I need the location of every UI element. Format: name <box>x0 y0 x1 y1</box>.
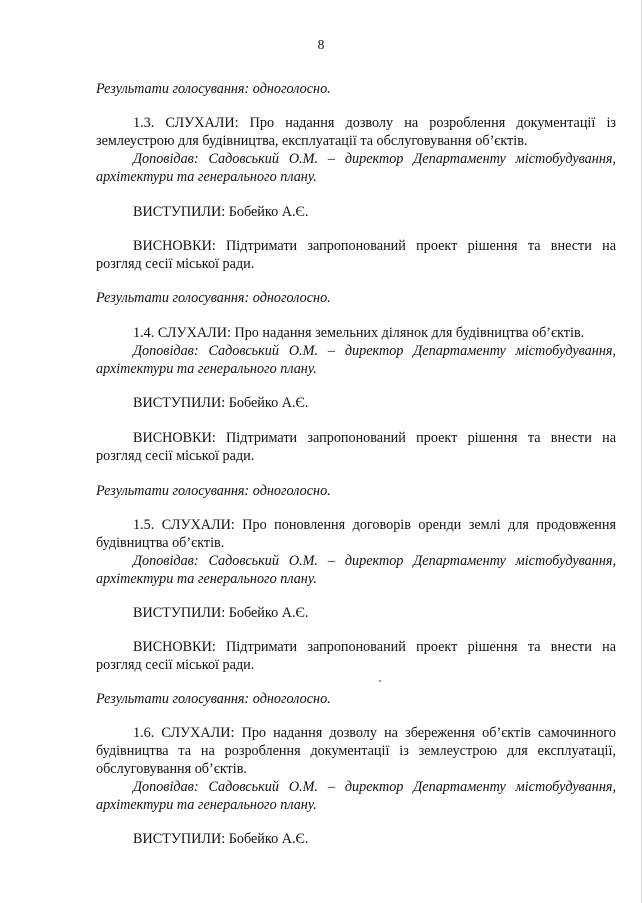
speaker-line: архітектури та генерального плану. <box>96 169 317 185</box>
voting-result-value: одноголосно. <box>252 483 331 499</box>
heard-line: землеустрою для будівництва, експлуатації та обслуговування об’єктів. <box>96 133 528 149</box>
voting-result <box>96 690 616 708</box>
voting-result-value: одноголосно. <box>252 290 331 306</box>
conclusion-line: ВИСНОВКИ: Підтримати запропонований проект рішення та внести на <box>133 238 616 254</box>
conclusion-line: розгляд сесії міської ради. <box>96 448 255 464</box>
voting-result-label: Результати голосування: <box>96 691 250 707</box>
speaker-line: Доповідав: Садовський О.М. – директор Департаменту містобудування, <box>133 779 616 795</box>
voting-result-value: одноголосно. <box>252 691 331 707</box>
heard-line: 1.6. СЛУХАЛИ: Про надання дозволу на збереження об’єктів самочинного <box>133 725 616 741</box>
voting-result <box>96 289 616 307</box>
speaker-line: архітектури та генерального плану. <box>96 797 317 813</box>
conclusion-line: ВИСНОВКИ: Підтримати запропонований проект рішення та внести на <box>133 639 616 655</box>
voting-result <box>96 482 616 500</box>
heard-line: обслуговування об’єктів. <box>96 761 247 777</box>
heard-line: будівництва та на розроблення документації із землеустрою для експлуатації, <box>96 743 616 759</box>
speaker-line: архітектури та генерального плану. <box>96 361 317 377</box>
heard-line: 1.3. СЛУХАЛИ: Про надання дозволу на розроблення документації із <box>133 115 616 131</box>
heard-line: 1.4. СЛУХАЛИ: Про надання земельних ділянок для будівництва об’єктів. <box>133 325 585 341</box>
speaker-line: Доповідав: Садовський О.М. – директор Департаменту містобудування, <box>133 343 616 359</box>
heard-line: 1.5. СЛУХАЛИ: Про поновлення договорів оренди землі для продовження <box>133 517 616 533</box>
heard-line: будівництва об’єктів. <box>96 535 225 551</box>
spoke-line: ВИСТУПИЛИ: Бобейко А.Є. <box>133 204 309 220</box>
speaker-line: Доповідав: Садовський О.М. – директор Департаменту містобудування, <box>133 553 616 569</box>
voting-result <box>96 80 616 98</box>
scan-speck <box>379 680 381 682</box>
spoke-line: ВИСТУПИЛИ: Бобейко А.Є. <box>133 605 309 621</box>
voting-result-value: одноголосно. <box>252 81 331 97</box>
speaker-line: Доповідав: Садовський О.М. – директор Департаменту містобудування, <box>133 151 616 167</box>
conclusion-line: ВИСНОВКИ: Підтримати запропонований проект рішення та внести на <box>133 430 616 446</box>
page-number: 8 <box>317 37 325 52</box>
voting-result-label: Результати голосування: <box>96 81 250 97</box>
spoke-line: ВИСТУПИЛИ: Бобейко А.Є. <box>133 395 309 411</box>
voting-result-label: Результати голосування: <box>96 290 250 306</box>
speaker-line: архітектури та генерального плану. <box>96 571 317 587</box>
spoke-line: ВИСТУПИЛИ: Бобейко А.Є. <box>133 831 309 847</box>
voting-result-label: Результати голосування: <box>96 483 250 499</box>
conclusion-line: розгляд сесії міської ради. <box>96 256 255 272</box>
conclusion-line: розгляд сесії міської ради. <box>96 657 255 673</box>
